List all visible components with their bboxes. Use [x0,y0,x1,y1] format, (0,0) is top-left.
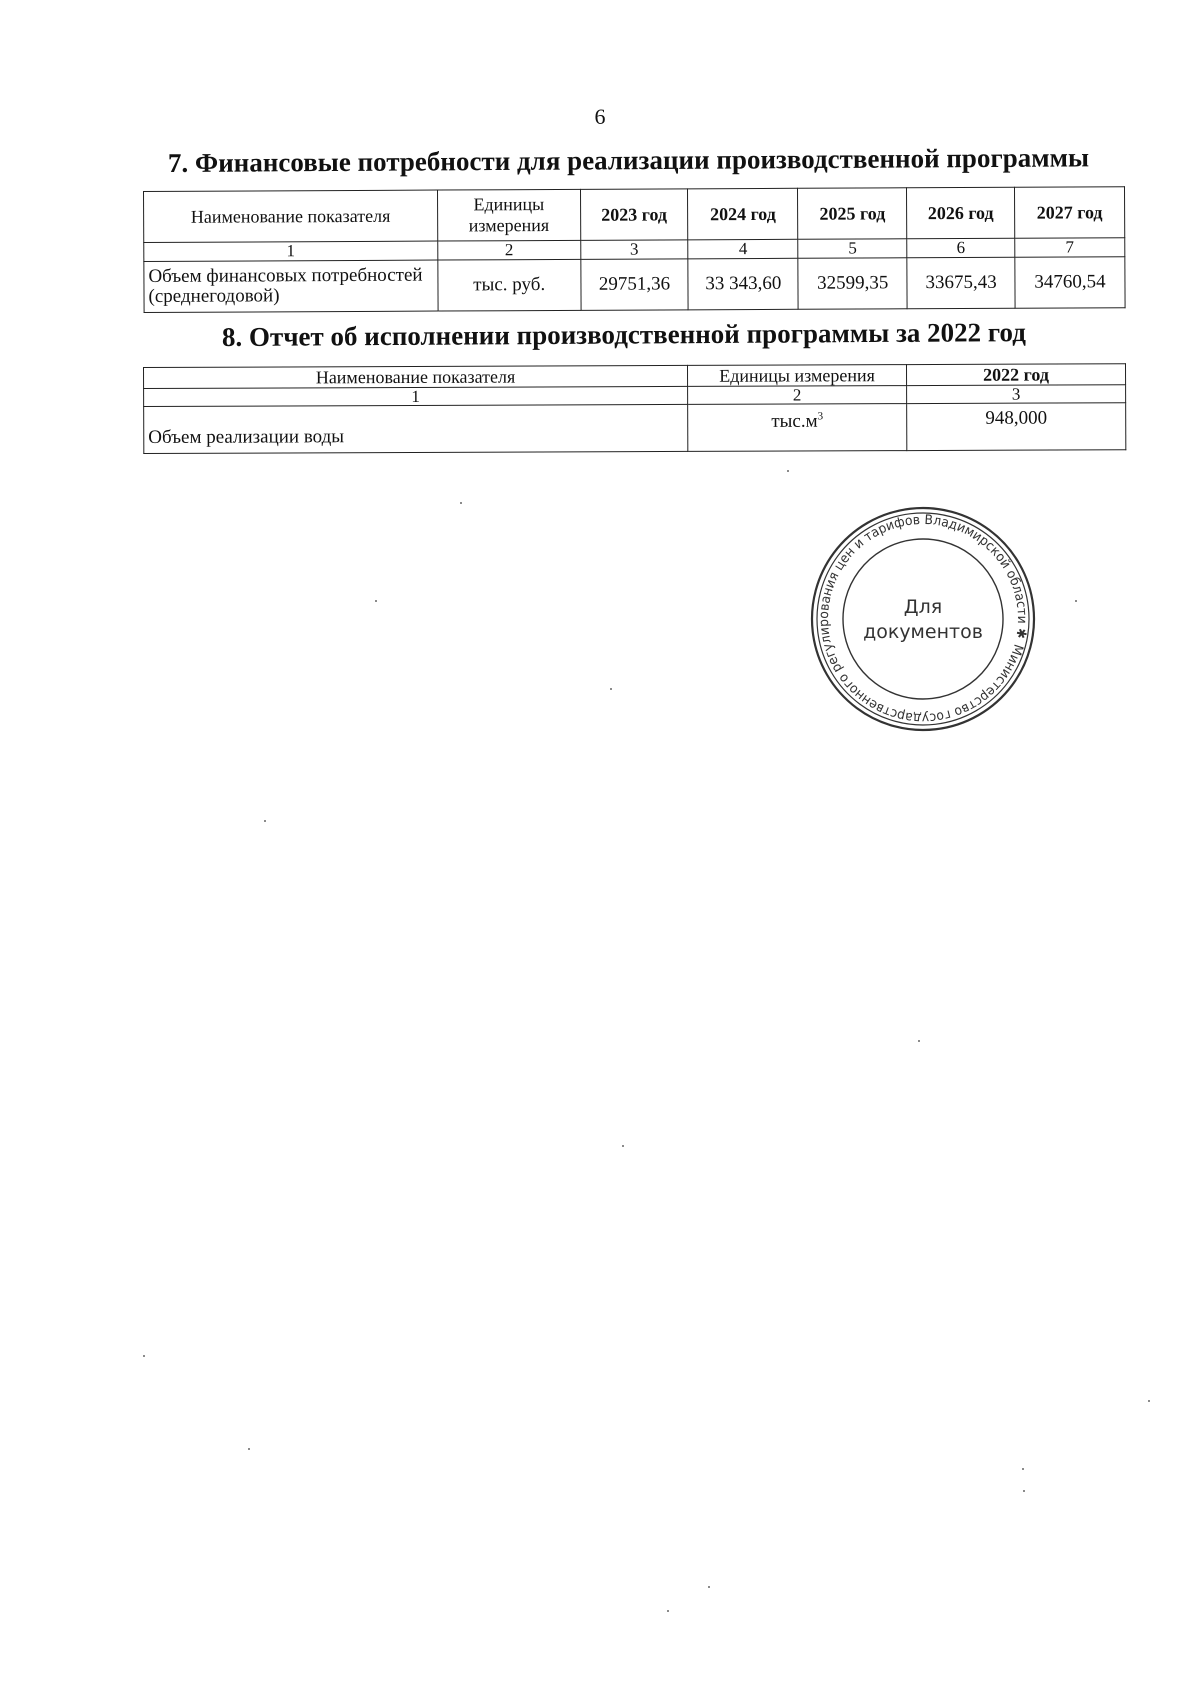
header-indicator-name: Наименование показателя [144,365,688,388]
header-unit: Единицы измерения [687,365,906,387]
unit-superscript: 3 [817,410,824,423]
scan-speck [622,1145,624,1147]
table-header-row [144,187,1125,243]
value-2026: 33675,43 [907,257,1015,309]
column-number: 6 [907,238,1015,258]
value-2027: 34760,54 [1015,257,1125,309]
stamp-ring-text: Министерство государственного регулирования цен и тарифов Владимирской области ✱ [816,512,1030,726]
section-8-title: 8. Отчет об исполнении производственной программы за 2022 год [221,317,1026,352]
scan-speck [460,502,462,504]
scan-speck [1075,600,1077,602]
header-year-2023: 2023 год [580,189,688,241]
scan-speck [143,1355,145,1357]
indicator-unit [688,404,907,452]
column-number: 5 [798,239,907,259]
financial-needs-table [143,186,1126,313]
indicator-name: Объем финансовых потребностей (среднегодовой) [144,260,438,312]
value-2022: 948,000 [907,403,1126,451]
value-2023: 29751,36 [580,259,688,311]
scan-speck [1023,1490,1025,1492]
scan-speck [708,1586,710,1588]
page-number: 6 [594,104,606,129]
program-execution-report-table [143,363,1126,454]
table-row [144,257,1125,313]
scan-speck [610,688,612,690]
scan-speck [264,820,266,822]
table-row [144,403,1126,454]
column-number: 3 [580,240,688,260]
header-year-2027: 2027 год [1014,187,1124,239]
column-number: 1 [144,241,438,261]
scan-speck [918,1040,920,1042]
indicator-unit: тыс. руб. [438,259,581,311]
column-number: 7 [1015,238,1125,258]
header-unit: Единицы измерения [437,189,580,241]
scan-speck [248,1448,250,1450]
scan-speck [1022,1468,1024,1470]
scan-speck [1148,1400,1150,1402]
header-year-2025: 2025 год [798,188,907,240]
stamp-rings [808,504,1038,734]
column-number: 2 [438,240,581,260]
header-indicator-name: Наименование показателя [144,190,438,242]
stamp-center-line-1: Для [903,596,943,618]
stamp-center-line-2: документов [863,621,983,643]
column-number: 3 [907,385,1126,404]
value-2024: 33 343,60 [688,258,798,310]
column-number: 2 [688,386,907,405]
unit-text: тыс.м [771,410,818,432]
value-2025: 32599,35 [798,258,907,310]
header-year-2024: 2024 год [688,188,798,240]
header-year-2026: 2026 год [907,187,1015,239]
column-number: 4 [688,239,798,259]
header-year-2022: 2022 год [906,364,1125,386]
scan-speck [787,470,789,472]
indicator-name: Объем реализации воды [144,404,688,453]
column-number: 1 [144,386,688,406]
scan-speck [667,1610,669,1612]
official-stamp [808,504,1038,734]
section-7-title: 7. Финансовые потребности для реализации производственной программы [167,142,1090,178]
scan-speck [375,600,377,602]
